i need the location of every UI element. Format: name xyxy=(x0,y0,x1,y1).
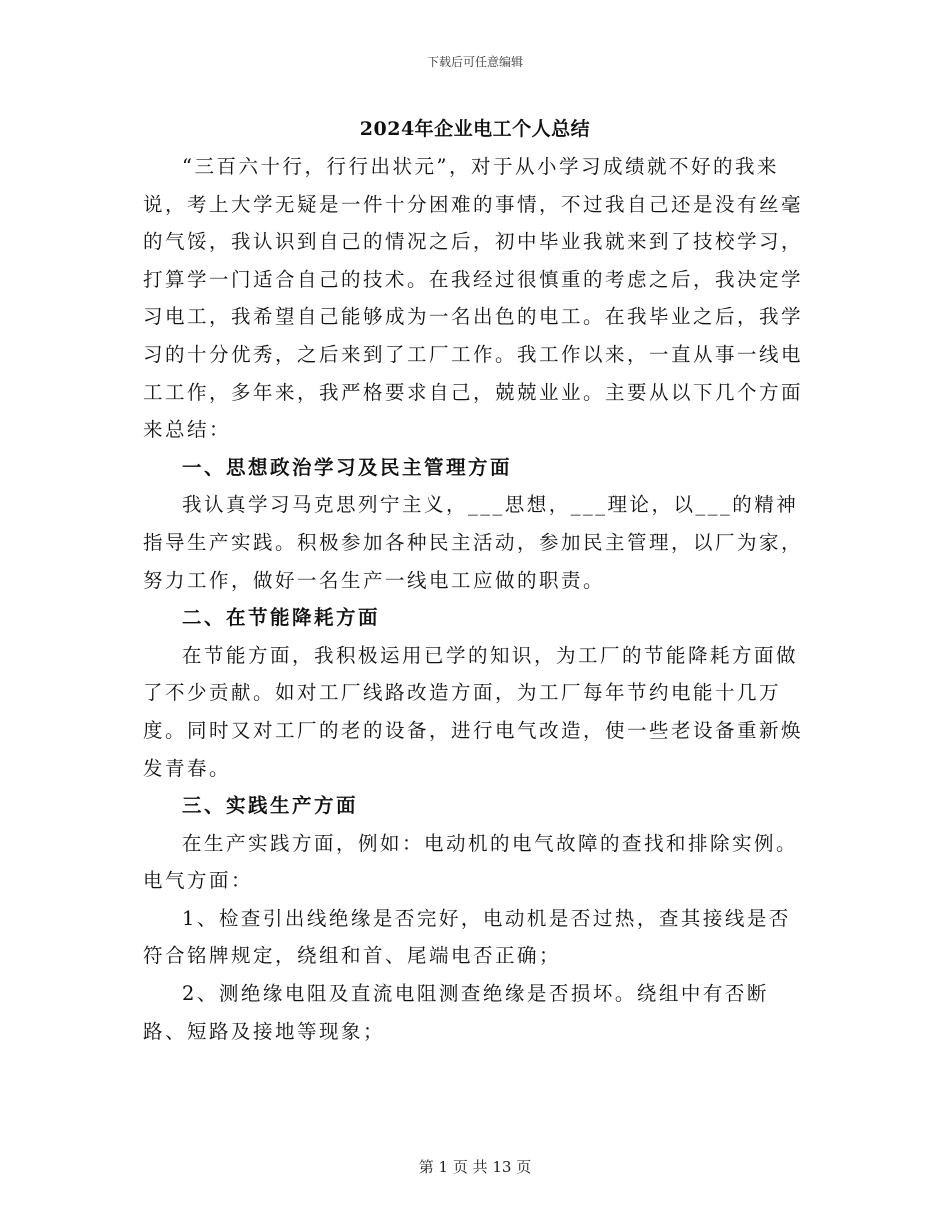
document-title: 2024年企业电工个人总结 xyxy=(359,118,591,140)
section-heading-3: 三、实践生产方面 xyxy=(182,794,359,818)
section-heading-1: 一、思想政治学习及民主管理方面 xyxy=(182,455,513,479)
document-body xyxy=(143,148,811,1050)
page-header-note: 下载后可任意编辑 xyxy=(426,55,523,69)
section-heading-2: 二、在节能降耗方面 xyxy=(182,606,381,630)
intro-paragraph: “三百六十行，行行出状元”，对于从小学习成绩就不好的我来说，考上大学无疑是一件十分困难的事情，不过我自己还是没有丝毫的气馁，我认识到自己的情况之后，初中毕业我就来到了技校学习，打算学一门适合自己的技术。在我经过很慎重的考虑之后，我决定学习电工，我希望自己能够成为一名出色的电工。在我毕业之后，我学习的十分优秀，之后来到了工厂工作。我工作以来，一直从事一线电工工作，多年来，我严格要求自己，兢兢业业。主要从以下几个方面来总结： xyxy=(143,155,804,442)
section-3-paragraph: 在生产实践方面，例如：电动机的电气故障的查找和排除实例。电气方面： xyxy=(143,831,799,893)
list-item-1: 1、检查引出线绝缘是否完好，电动机是否过热，查其接线是否符合铭牌规定，绕组和首、尾端电否正确； xyxy=(143,906,791,968)
list-item-2: 2、测绝缘电阻及直流电阻测查绝缘是否损坏。绕组中有否断路、短路及接地等现象； xyxy=(143,982,769,1043)
section-2-paragraph: 在节能方面，我积极运用已学的知识，为工厂的节能降耗方面做了不少贡献。如对工厂线路改造方面，为工厂每年节约电能十几万度。同时又对工厂的老的设备，进行电气改造，使一些老设备重新焕发青春。 xyxy=(143,643,804,780)
section-1-paragraph: 我认真学习马克思列宁主义，___思想，___理论，以___的精神指导生产实践。积极参加各种民主活动，参加民主管理，以厂为家，努力工作，做好一名生产一线电工应做的职责。 xyxy=(143,493,804,592)
page-number: 第 1 页 共 13 页 xyxy=(418,1158,532,1176)
